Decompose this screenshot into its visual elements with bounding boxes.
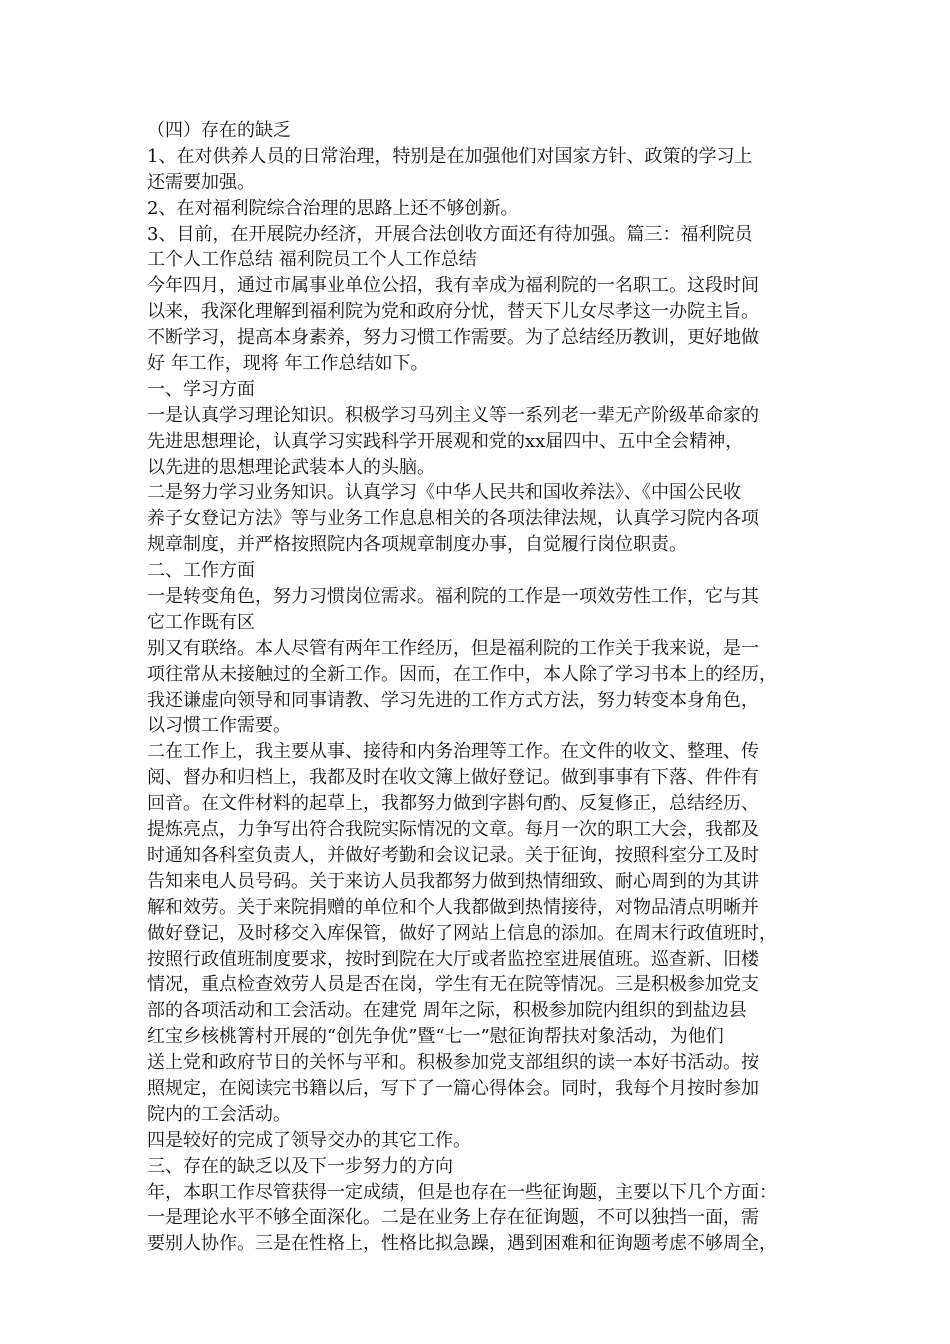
text-line: 按照行政值班制度要求，按时到院在大厅或者监控室进展值班。巡查新、旧楼 [147,948,759,970]
text-line: 部的各项活动和工会活动。在建党 周年之际，积极参加院内组织的到盐边县 [147,1000,747,1022]
text-line: 回音。在文件材料的起草上，我都努力做到字斟句酌、反复修正，总结经历、 [147,793,759,815]
text-line: 一是转变角色，努力习惯岗位需求。福利院的工作是一项效劳性工作，它与其 [147,586,759,608]
text-line: 规章制度，并严格按照院内各项规章制度办事，自觉履行岗位职责。 [147,534,687,556]
text-line: 项往常从未接触过的全新工作。因而，在工作中，本人除了学习书本上的经历， [147,663,777,685]
text-line: 以先进的思想理论武装本人的头脑。 [147,456,435,478]
text-line: 告知来电人员号码。关于来访人员我都努力做到热情细致、耐心周到的为其讲 [147,870,759,892]
text-line: 解和效劳。关于来院捐赠的单位和个人我都做到热情接待，对物品清点明晰并 [147,896,759,918]
text-line: 一是理论水平不够全面深化。二是在业务上存在征询题，不可以独挡一面，需 [147,1207,759,1229]
text-line: 好 年工作，现将 年工作总结如下。 [147,353,429,375]
text-line: 提炼亮点，力争写出符合我院实际情况的文章。每月一次的职工大会，我都及 [147,819,759,841]
text-line: 二是努力学习业务知识。认真学习《中华人民共和国收养法》、《中国公民收 [147,482,741,504]
text-line: 还需要加强。 [147,171,255,193]
section-heading: 二、工作方面 [147,560,255,582]
document-body [147,118,812,1257]
text-line: 以习惯工作需要。 [147,715,291,737]
text-line: （四）存在的缺乏 [147,120,291,141]
text-line: 时通知各科室负责人，并做好考勤和会议记录。关于征询，按照科室分工及时 [147,844,759,866]
text-line: 年，本职工作尽管获得一定成绩，但是也存在一些征询题，主要以下几个方面： [147,1181,777,1203]
text-line: 1、在对供养人员的日常治理，特别是在加强他们对国家方针、政策的学习上 [147,145,753,167]
text-line: 别又有联络。本人尽管有两年工作经历，但是福利院的工作关于我来说，是一 [147,637,759,659]
text-line: 做好登记，及时移交入库保管，做好了网站上信息的添加。在周末行政值班时， [147,922,777,944]
text-line: 一是认真学习理论知识。积极学习马列主义等一系列老一辈无产阶级革命家的 [147,404,759,426]
text-line: 3、目前，在开展院办经济，开展合法创收方面还有待加强。篇三：福利院员 [147,223,753,245]
text-line: 养子女登记方法》等与业务工作息息相关的各项法律法规，认真学习院内各项 [147,508,759,530]
text-line: 2、在对福利院综合治理的思路上还不够创新。 [147,197,519,219]
section-heading: 三、存在的缺乏以及下一步努力的方向 [147,1155,453,1177]
text-line: 情况，重点检查效劳人员是否在岗，学生有无在院等情况。三是积极参加党支 [147,974,759,996]
text-line: 先进思想理论，认真学习实践科学开展观和党的xx届四中、五中全会精神， [147,430,744,452]
text-line: 照规定，在阅读完书籍以后，写下了一篇心得体会。同时，我每个月按时参加 [147,1077,759,1099]
text-line: 我还谦虚向领导和同事请教、学习先进的工作方式方法，努力转变本身角色， [147,689,759,711]
text-line: 送上党和政府节日的关怀与平和。积极参加党支部组织的读一本好书活动。按 [147,1052,759,1074]
text-line: 阅、督办和归档上，我都及时在收文簿上做好登记。做到事事有下落、件件有 [147,767,759,789]
text-line: 它工作既有区 [147,611,255,633]
text-line: 要别人协作。三是在性格上，性格比拟急躁，遇到困难和征询题考虑不够周全， [147,1233,777,1255]
text-line: 不断学习，提高本身素养，努力习惯工作需要。为了总结经历教训，更好地做 [147,327,759,349]
text-line: 以来，我深化理解到福利院为党和政府分忧，替天下儿女尽孝这一办院主旨。 [147,301,759,323]
text-line: 工个人工作总结 福利院员工个人工作总结 [147,249,477,271]
section-heading: 一、学习方面 [147,378,255,400]
text-line: 今年四月，通过市属事业单位公招，我有幸成为福利院的一名职工。这段时间 [147,275,759,297]
text-line: 院内的工会活动。 [147,1103,291,1125]
text-line: 四是较好的完成了领导交办的其它工作。 [147,1129,471,1151]
text-line: 二在工作上，我主要从事、接待和内务治理等工作。在文件的收文、整理、传 [147,741,759,763]
text-line: 红宝乡核桃箐村开展的“创先争优”暨“七一”慰征询帮扶对象活动，为他们 [147,1026,724,1048]
